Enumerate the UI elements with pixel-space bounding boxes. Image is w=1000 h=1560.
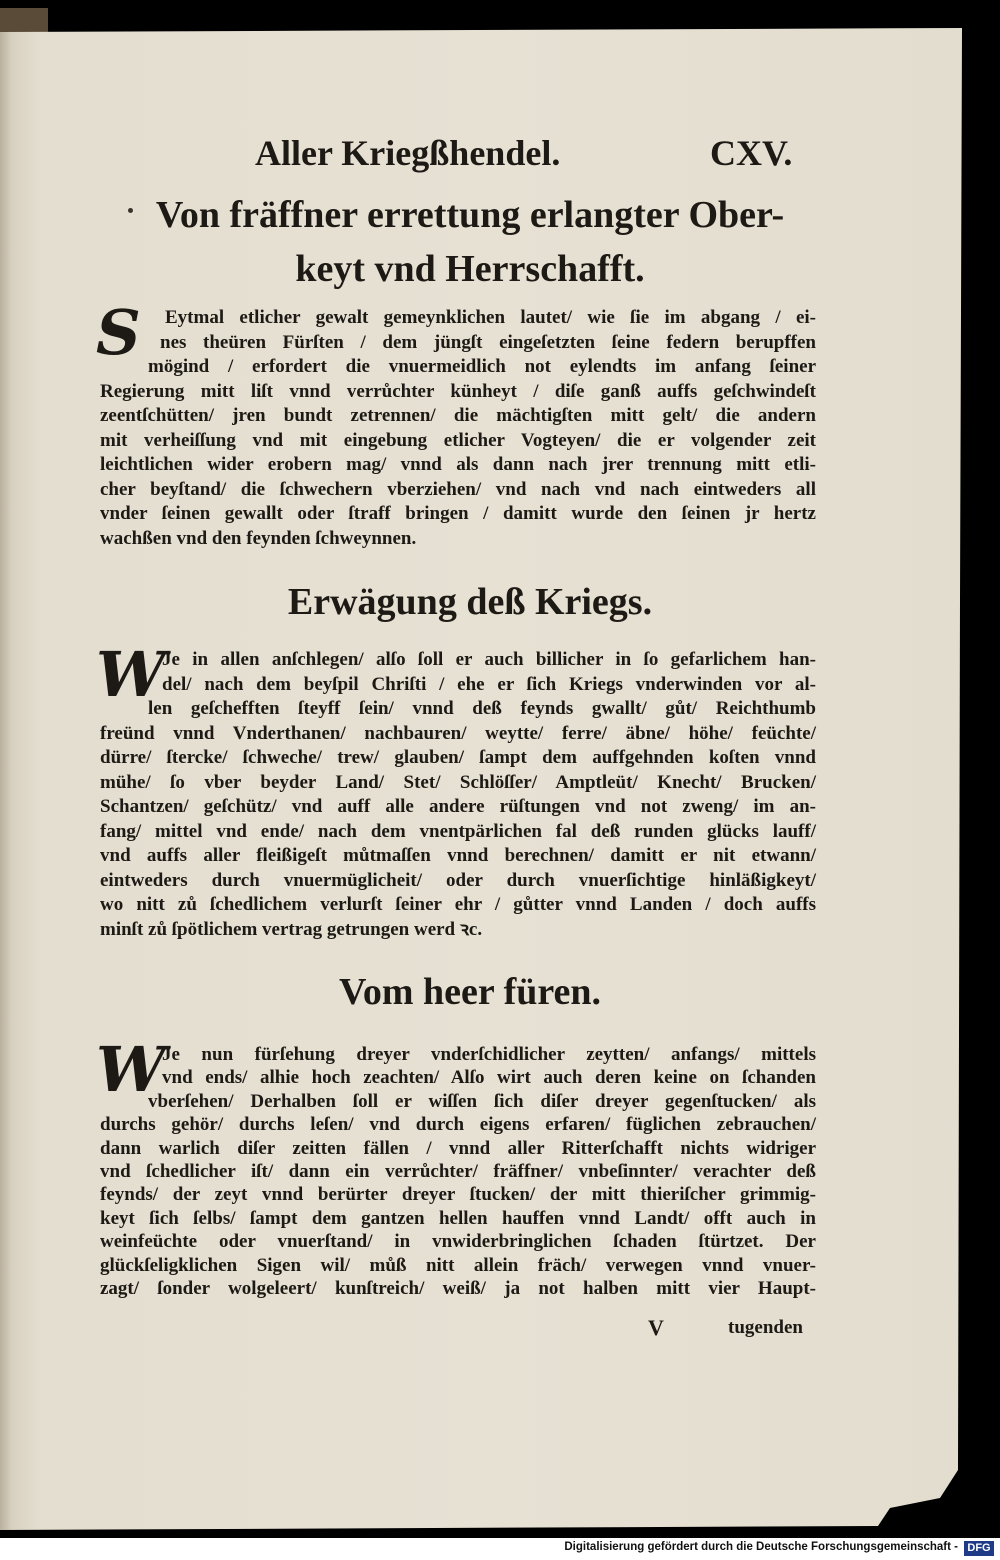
text-line: keyt ſich ſelbs/ ſampt dem gantzen hellen hauffen vnnd Landt/ offt auch in [100, 1207, 816, 1229]
dfg-logo: DFG [964, 1541, 994, 1556]
text-line: dann warlich diſer zeitten fällen / vnnd aller Ritterſchafft nichts widriger [100, 1137, 816, 1159]
paragraph-3 [96, 1033, 816, 1300]
text-line: mit verheiſſung vnd mit eingebung etlicher Vogteyen/ die er volgender zeit [100, 429, 816, 451]
footer-bar [0, 1538, 1000, 1560]
ink-dot [128, 208, 133, 213]
text-line: cher beyſtand/ die ſchwechern vberziehen/ vnd nach vnd nach eintweders all [100, 478, 816, 500]
drop-capital: W [96, 638, 166, 711]
chapter-title-line: keyt vnd Herrschafft. [295, 248, 645, 290]
paragraph-2 [96, 638, 816, 942]
text-line: freünd vnnd Vnderthanen/ nachbauren/ weytte/ ferre/ äbne/ höhe/ feüchte/ [100, 722, 816, 744]
text-line: del/ nach dem beyſpil Chriſti / ehe er ſich Kriegs vnderwinden vor al- [162, 673, 816, 695]
funding-note: Digitalisierung gefördert durch die Deutsche Forschungsgemeinschaft - [564, 1541, 958, 1553]
text-line: minſt zů ſpötlichem vertrag getrungen werd ꝛc. [100, 918, 483, 940]
text-line: mögind / erfordert die vnuermeidlich not eylendts im anfang ſeiner [148, 356, 816, 377]
catchword: tugenden [728, 1317, 803, 1338]
text-line: feynds/ der zeyt vnnd berürter dreyer ſtucken/ der mitt thieriſcher grimmig- [100, 1184, 816, 1206]
paragraph-1 [96, 296, 816, 551]
text-line: glückſeligklichen Sigen wil/ můß nitt allein fräch/ verwegen vnnd vnuer- [100, 1254, 816, 1276]
running-title: Aller Kriegßhendel. [255, 133, 561, 173]
chapter-title [140, 188, 800, 296]
text-line: vnd auffs aller fleißigeſt můtmaſſen vnnd berechnen/ damitt er nit etwann/ [100, 845, 816, 866]
text-line: zagt/ ſonder wolgeleert/ kunſtreich/ weiß/ ja not halben mitt vier Haupt- [100, 1277, 816, 1299]
section-heading: Erwägung deß Kriegs. [287, 581, 653, 623]
text-line: Schantzen/ geſchütz/ vnd auff alle andere rüſtungen vnd not zweng/ im an- [100, 796, 816, 817]
text-line: Je nun fürſehung dreyer vnderſchidlicher zeytten/ anfangs/ mittels [162, 1044, 816, 1065]
text-line: Je in allen anſchlegen/ alſo ſoll er auch billicher in ſo gefarlichem han- [162, 649, 816, 670]
text-line: vberſehen/ Derhalben ſoll er wiſſen ſich diſer dreyer gegenſtucken/ als [148, 1090, 816, 1112]
text-line: wo nitt zů ſchedlichem verlurſt ſeiner ehr / gůtter vnnd Landen / doch auffs [100, 894, 816, 915]
signature-mark: V [648, 1315, 664, 1340]
text-line: zeentſchütten/ jren bundt zetrennen/ die mächtigſten mitt gelt/ die andern [100, 405, 816, 426]
text-line: nes theüren Fürſten / dem jüngſt eingeſetzten ſeine federn berupffen [160, 331, 816, 353]
text-line: Eytmal etlicher gewalt gemeynklichen lautet/ wie ſie im abgang / ei- [165, 307, 816, 328]
drop-capital: S [96, 296, 141, 369]
text-line: Regierung mitt liſt vnnd verrůchter künheyt / diſe ganß auffs geſchwindeſt [100, 380, 816, 402]
page-edge-tab [0, 8, 48, 32]
chapter-title-line: Von fräffner errettung erlangter Ober- [155, 194, 785, 236]
text-line: eintweders durch vnuermüglicheit/ oder durch vnuerſichtige hinläßigkeyt/ [100, 869, 816, 891]
text-line: wachßen vnd den feynden ſchweynnen. [100, 527, 417, 549]
text-line: len geſchefften ſteyff ſein/ vnnd deß feynds gwallt/ gůt/ Reichthumb [148, 698, 816, 719]
text-line: dürre/ ſtercke/ ſchweche/ trew/ glauben/ ſampt dem auffgehnden koſten vnnd [100, 747, 816, 768]
text-line: durchs gehör/ durchs leſen/ vnd durch eigens erfaren/ füglichen zebrauchen/ [100, 1114, 816, 1136]
text-line: leichtlichen wider erobern mag/ vnnd als dann nach jrer trennung mitt etli- [100, 454, 816, 475]
text-line: weinfeüchte oder vnuerſtand/ in vnwiderbringlichen ſchaden ſtürtzet. Der [100, 1231, 816, 1253]
text-line: fang/ mittel vnd ende/ nach dem vnentpärlichen fal deß runden glücks lauff/ [100, 820, 816, 842]
text-line: vnd ends/ alhie hoch zeachten/ Alſo wirt auch deren keine on ſchanden [162, 1067, 816, 1089]
text-line: vnder ſeinen gewallt oder ſtraff bringen / damitt wurde den ſeinen jr hertz [100, 503, 816, 524]
drop-capital: W [96, 1033, 166, 1106]
folio-number: CXV. [710, 133, 793, 173]
text-line: mühe/ ſo vber beyder Land/ Stet/ Schlöſſer/ Amptleüt/ Knecht/ Brucken/ [100, 771, 816, 793]
text-line: vnd ſchedlicher iſt/ dann ein verrůchter/ fräffner/ vnbeſinnter/ verachter deß [100, 1160, 816, 1182]
section-heading: Vom heer füren. [338, 971, 602, 1013]
